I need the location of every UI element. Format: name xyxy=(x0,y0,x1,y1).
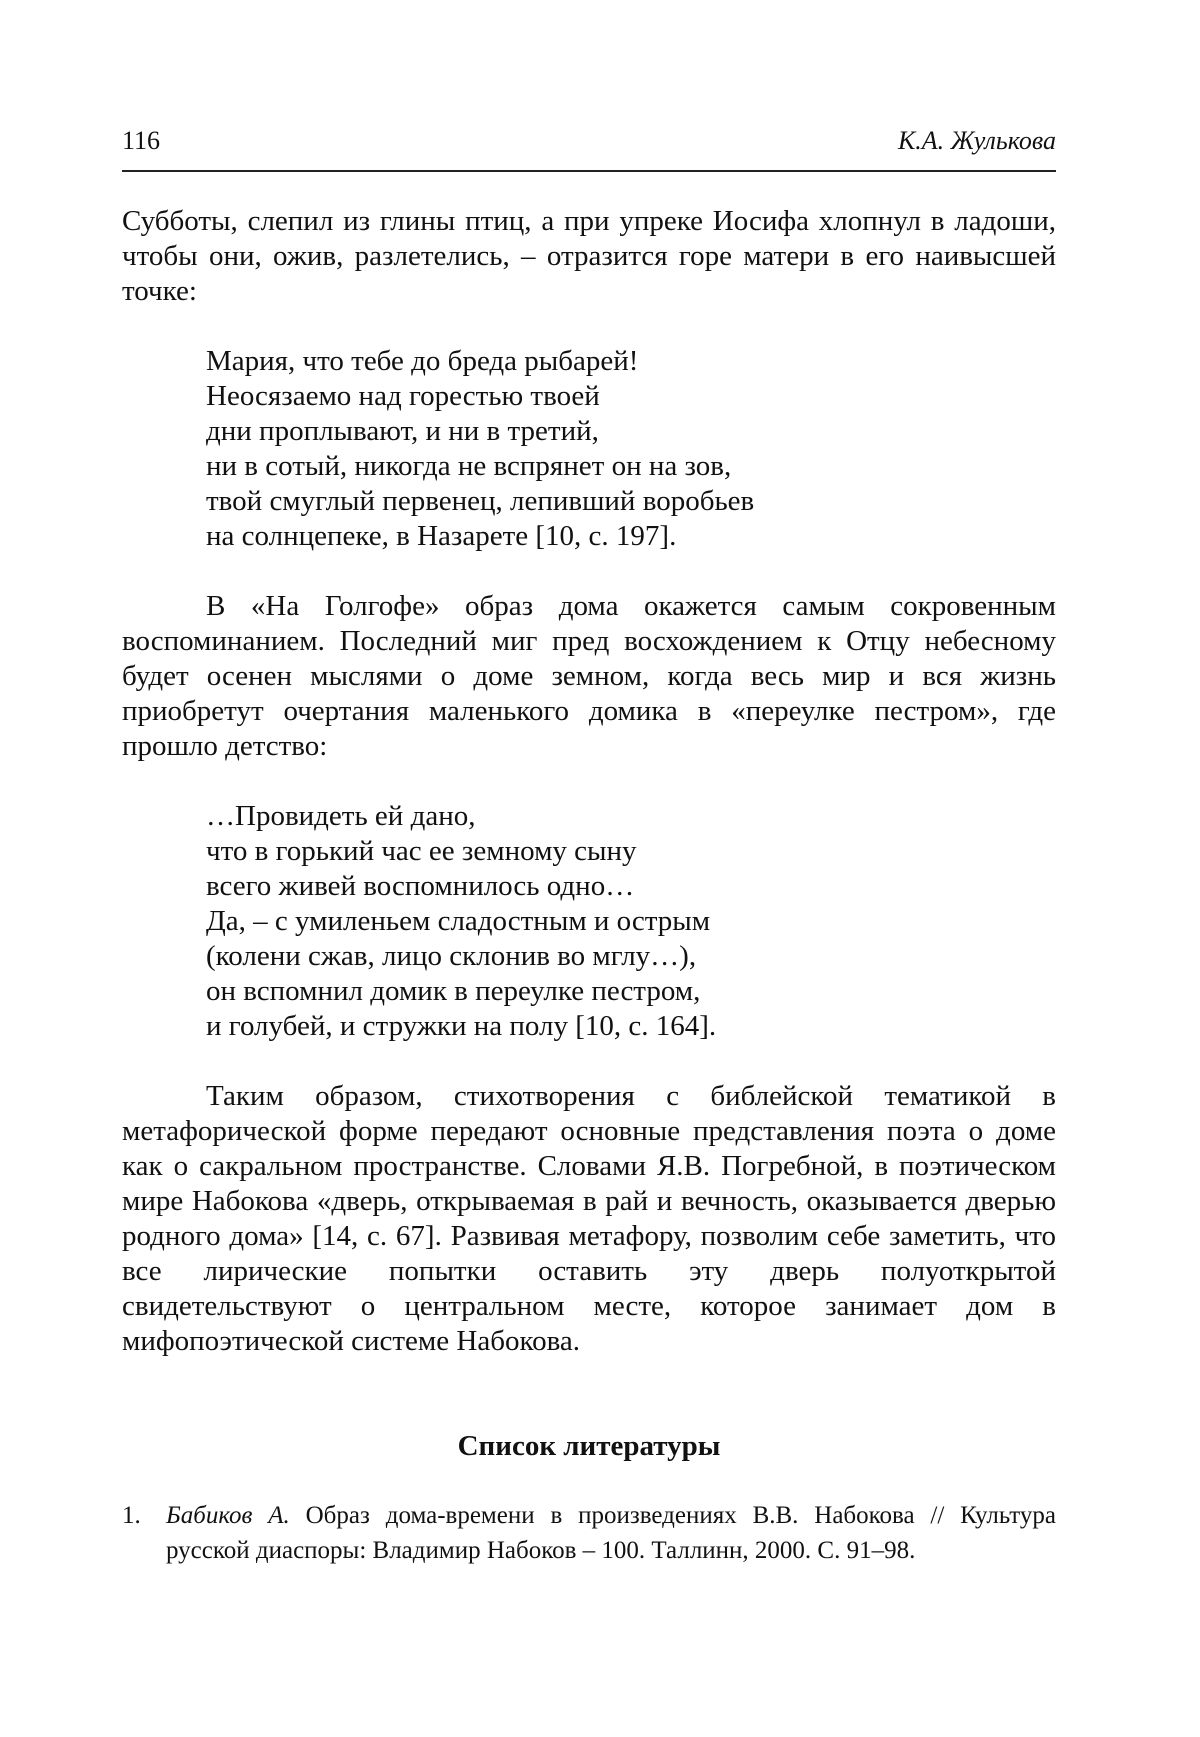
paragraph: Субботы, слепил из глины птиц, а при упреке Иосифа хлопнул в ладоши, чтобы они, ожив, разлетелись, – отразится горе матери в его наивысшей точке: xyxy=(122,205,1056,307)
poem-line: и голубей, и стружки на полу [10, с. 164]. xyxy=(206,1010,717,1042)
references-heading: Список литературы xyxy=(457,1430,721,1462)
running-header xyxy=(122,126,1056,172)
poem-line: (колени сжав, лицо склонив во мглу…), xyxy=(206,940,697,972)
reference-list xyxy=(122,1498,1056,1568)
poem-line: на солнцепеке, в Назарете [10, с. 197]. xyxy=(206,520,677,552)
poem-line: твой смуглый первенец, лепивший воробьев xyxy=(206,485,755,517)
poem-line: …Провидеть ей дано, xyxy=(206,800,476,832)
poem-line: дни проплывают, и ни в третий, xyxy=(206,415,599,447)
article-body xyxy=(122,204,1056,1568)
poem-line: Да, – с умиленьем сладостным и острым xyxy=(206,905,711,937)
poem-line: что в горький час ее земному сыну xyxy=(206,835,637,867)
running-header-author: К.А. Жулькова xyxy=(898,126,1056,155)
reference-text: Образ дома-времени в произведениях В.В. Набокова // Культура русской диаспоры: Владимир Набоков – 100. Таллинн, 2000. С. 91–98. xyxy=(166,1502,1056,1564)
paragraph: Таким образом, стихотворения с библейской тематикой в метафорической форме передают основные представления поэта о доме как о сакральном пространстве. Словами Я.В. Погребной, в поэтическом мире Набокова «дверь, открываемая в рай и вечность, оказывается дверью родного дома» [14, с. 67]. Развивая метафору, позволим себе заметить, что все лирические попытки оставить эту дверь полуоткрытой свидетельствуют о центральном месте, которое занимает дом в мифопоэтической системе Набокова. xyxy=(122,1080,1056,1357)
poem-line: всего живей воспомнилось одно… xyxy=(206,870,635,902)
reference-item xyxy=(122,1498,1056,1568)
reference-number: 1. xyxy=(122,1502,141,1529)
poem-quote xyxy=(206,344,1056,554)
poem-line: Неосязаемо над горестью твоей xyxy=(206,380,600,412)
page-number: 116 xyxy=(122,126,161,155)
poem-quote xyxy=(206,799,1056,1044)
poem-line: Мария, что тебе до бреда рыбарей! xyxy=(206,345,639,377)
poem-line: ни в сотый, никогда не вспрянет он на зов, xyxy=(206,450,732,482)
reference-author: Бабиков А. xyxy=(166,1502,290,1529)
paragraph: В «На Голгофе» образ дома окажется самым сокровенным воспоминанием. Последний миг пред восхождением к Отцу небесному будет осенен мыслями о доме земном, когда весь мир и вся жизнь приобретут очертания маленького домика в «переулке пестром», где прошло детство: xyxy=(122,590,1056,762)
poem-line: он вспомнил домик в переулке пестром, xyxy=(206,975,701,1007)
